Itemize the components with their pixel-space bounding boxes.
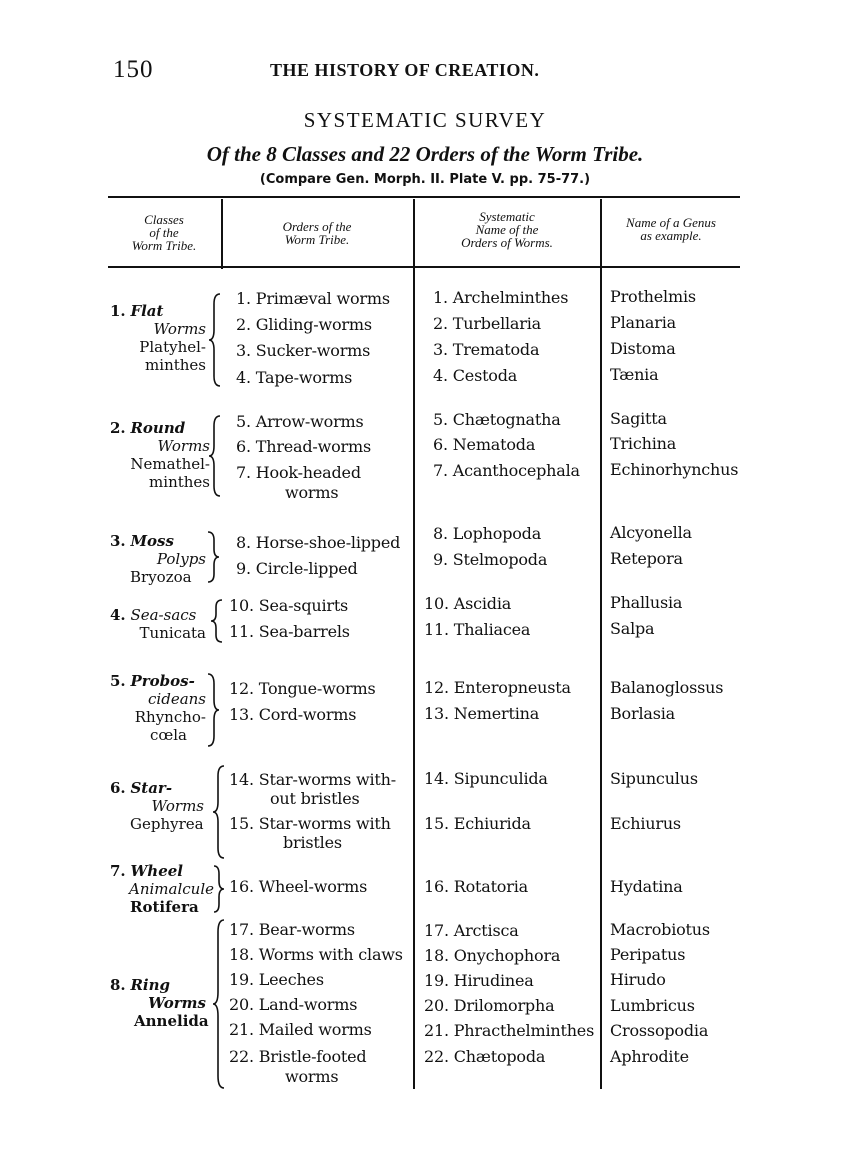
order-genus: Macrobiotus [610,920,710,939]
order-systematic: 8. Lophopoda [433,524,542,543]
running-head: THE HISTORY OF CREATION. [270,60,540,80]
order-systematic: 15. Echiurida [424,814,531,833]
order-name: 7. Hook-headed [236,463,361,482]
order-systematic: 13. Nemertina [424,704,540,723]
order-systematic: 17. Arctisca [424,921,519,940]
order-name: 13. Cord-worms [229,705,357,724]
table-title: SYSTEMATIC SURVEY [303,108,547,132]
order-genus: Peripatus [610,945,686,964]
order-systematic: 18. Onychophora [424,946,561,965]
column-divider-2 [413,199,415,1089]
order-systematic: 21. Phracthelminthes [424,1021,595,1040]
order-genus: Distoma [610,339,676,358]
order-genus: Hydatina [610,877,683,896]
order-genus: Tænia [610,365,659,384]
order-name: 12. Tongue-worms [229,679,376,698]
order-systematic: 14. Sipunculida [424,769,548,788]
order-systematic: 6. Nematoda [433,435,536,454]
order-systematic: 2. Turbellaria [433,314,541,333]
order-genus: Echinorhynchus [610,460,739,479]
class-6: 6. Star- Worms Gephyrea [110,779,204,833]
class-7: 7. Wheel Animalcule Rotifera [110,862,214,916]
order-name: 20. Land-worms [229,995,358,1014]
order-systematic: 22. Chætopoda [424,1047,546,1066]
class-8: 8. Ring Worms Annelida [110,976,209,1030]
class-4: 4. Sea-sacs Tunicata [110,606,206,642]
order-systematic: 3. Trematoda [433,340,540,359]
table-subtitle: Of the 8 Classes and 22 Orders of the Worm Tribe. [206,142,644,166]
order-systematic: 16. Rotatoria [424,877,528,896]
order-name: 2. Gliding-worms [236,315,372,334]
order-systematic: 20. Drilomorpha [424,996,555,1015]
order-name-cont: bristles [283,833,342,852]
order-name: 3. Sucker-worms [236,341,371,360]
order-genus: Lumbricus [610,996,695,1015]
header-classes: Classes of the Worm Tribe. [131,212,197,253]
order-genus: Balanoglossus [610,678,724,697]
order-name: 16. Wheel-worms [229,877,368,896]
header-rule [108,266,740,268]
order-genus: Phallusia [610,593,683,612]
order-genus: Borlasia [610,704,675,723]
brace-class-8 [210,918,226,1090]
order-genus: Crossopodia [610,1021,709,1040]
brace-class-5 [206,672,222,748]
class-2: 2. Round Worms Nemathel- minthes [110,419,210,491]
order-name: 5. Arrow-worms [236,412,364,431]
column-divider-3 [600,199,602,1089]
order-genus: Sagitta [610,409,667,428]
header-genus: Name of a Genus as example. [626,215,716,243]
order-genus: Trichina [610,434,677,453]
header-systematic: Systematic Name of the Orders of Worms. [461,209,553,250]
brace-class-6 [210,764,226,860]
order-genus: Salpa [610,619,655,638]
order-genus: Retepora [610,549,683,568]
order-systematic: 19. Hirudinea [424,971,534,990]
order-systematic: 7. Acanthocephala [433,461,580,480]
order-genus: Aphrodite [610,1047,689,1066]
order-name: 22. Bristle-footed [229,1047,367,1066]
order-genus: Prothelmis [610,287,696,306]
order-name: 6. Thread-worms [236,437,371,456]
brace-class-1 [206,292,222,388]
order-name: 11. Sea-barrels [229,622,350,641]
order-name: 14. Star-worms with- [229,770,396,789]
order-systematic: 9. Stelmopoda [433,550,548,569]
class-3: 3. Moss Polyps Bryozoa [110,532,206,586]
order-genus: Planaria [610,313,676,332]
order-name-cont: worms [285,1067,339,1086]
order-systematic: 4. Cestoda [433,366,518,385]
top-rule [108,196,740,198]
order-genus: Alcyonella [610,523,692,542]
order-genus: Echiurus [610,814,681,833]
order-name: 9. Circle-lipped [236,559,358,578]
order-systematic: 10. Ascidia [424,594,512,613]
order-name: 21. Mailed worms [229,1020,372,1039]
order-systematic: 1. Archelminthes [433,288,569,307]
header-orders: Orders of the Worm Tribe. [282,219,352,247]
order-name: 17. Bear-worms [229,920,355,939]
order-name: 4. Tape-worms [236,368,353,387]
order-genus: Sipunculus [610,769,698,788]
order-name: 8. Horse-shoe-lipped [236,533,401,552]
brace-class-4 [208,598,224,644]
class-1: 1. Flat Worms Platyhel- minthes [110,302,206,374]
order-systematic: 12. Enteropneusta [424,678,571,697]
order-name: 19. Leeches [229,970,324,989]
page-number: 150 [113,56,154,83]
order-name-cont: worms [285,483,339,502]
brace-class-2 [206,414,222,498]
order-name: 15. Star-worms with [229,814,391,833]
brace-class-7 [212,864,226,914]
order-name: 18. Worms with claws [229,945,403,964]
order-systematic: 5. Chætognatha [433,410,561,429]
compare-note: (Compare Gen. Morph. II. Plate V. pp. 75-77.) [259,172,591,187]
order-name: 10. Sea-squirts [229,596,349,615]
order-systematic: 11. Thaliacea [424,620,531,639]
class-5: 5. Probos- cideans Rhyncho- cœla [110,672,206,744]
order-name: 1. Primæval worms [236,289,390,308]
brace-class-3 [206,530,222,584]
order-name-cont: out bristles [270,789,360,808]
order-genus: Hirudo [610,970,666,989]
